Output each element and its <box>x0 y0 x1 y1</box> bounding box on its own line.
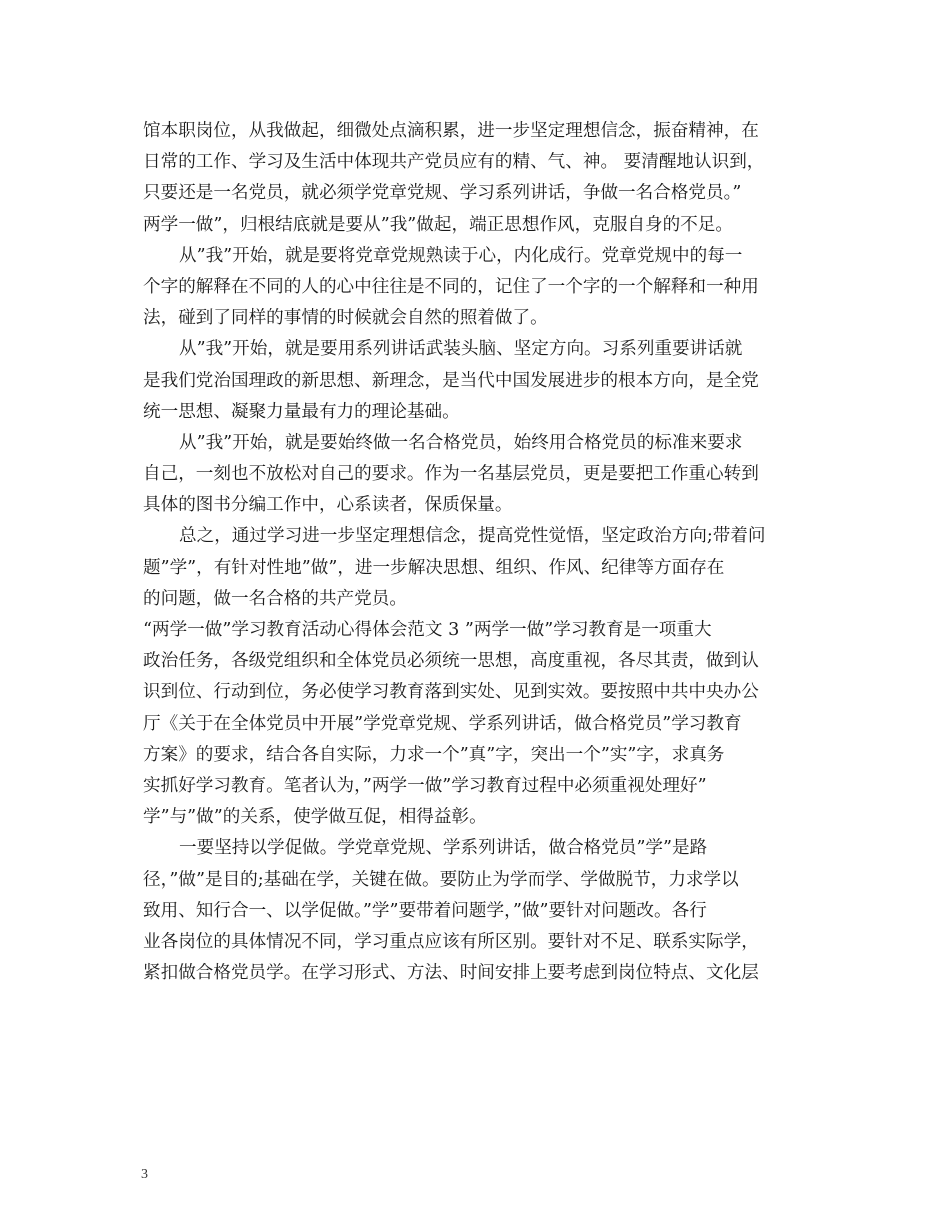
text-line: 径，”做”是目的;基础在学，关键在做。要防止为学而学、学做脱节，力求学以 <box>143 869 739 890</box>
text-line: 两学一做”，归根结底就是要从”我”做起，端正思想作风，克服自身的不足。 <box>143 214 733 235</box>
text-line: 紧扣做合格党员学。在学习形式、方法、时间安排上要考虑到岗位特点、文化层 <box>143 963 759 984</box>
text-line: 是我们党治国理政的新思想、新理念，是当代中国发展进步的根本方向，是全党 <box>143 370 759 391</box>
text-line: 一要坚持以学促做。学党章党规、学系列讲话，做合格党员”学”是路 <box>179 838 708 859</box>
text-line: “两学一做”学习教育活动心得体会范文 3 ”两学一做”学习教育是一项重大 <box>143 620 712 640</box>
text-line: 的问题，做一名合格的共产党员。 <box>143 588 407 609</box>
text-line: 具体的图书分编工作中，心系读者，保质保量。 <box>143 495 513 516</box>
text-line: 实抓好学习教育。笔者认为，”两学一做”学习教育过程中必须重视处理好” <box>143 775 707 796</box>
text-line: 总之，通过学习进一步坚定理想信念，提高党性觉悟，坚定政治方向;带着问 <box>179 526 766 547</box>
text-line: 统一思想、凝聚力量最有力的理论基础。 <box>143 401 460 422</box>
text-line: 个字的解释在不同的人的心中往往是不同的，记住了一个字的一个解释和一种用 <box>143 276 759 297</box>
body-text <box>143 116 811 989</box>
text-line: 从”我”开始，就是要始终做一名合格党员，始终用合格党员的标准来要求 <box>179 432 743 453</box>
text-line: 业各岗位的具体情况不同，学习重点应该有所区别。要针对不足、联系实际学， <box>143 931 759 952</box>
text-line: 方案》的要求，结合各自实际，力求一个”真”字，突出一个”实”字，求真务 <box>143 744 725 765</box>
text-line: 日常的工作、学习及生活中体现共产党员应有的精、气、神。 要清醒地认识到， <box>143 152 765 173</box>
text-line: 馆本职岗位，从我做起，细微处点滴积累，进一步坚定理想信念，振奋精神，在 <box>143 121 759 141</box>
text-line: 法，碰到了同样的事情的时候就会自然的照着做了。 <box>143 308 548 329</box>
text-line: 学”与”做”的关系，使学做互促，相得益彰。 <box>143 807 487 828</box>
text-line: 识到位、行动到位，务必使学习教育落到实处、见到实效。要按照中共中央办公 <box>143 682 759 703</box>
text-line: 题”学”，有针对性地”做”，进一步解决思想、组织、作风、纪律等方面存在 <box>143 557 725 578</box>
text-line: 自己，一刻也不放松对自己的要求。作为一名基层党员，更是要把工作重心转到 <box>143 464 759 485</box>
page-number: 3 <box>141 1167 148 1182</box>
text-line: 只要还是一名党员，就必须学党章党规、学习系列讲话，争做一名合格党员。” <box>143 183 742 204</box>
text-line: 厅《关于在全体党员中开展”学党章党规、学系列讲话，做合格党员”学习教育 <box>143 713 742 734</box>
text-line: 从”我”开始，就是要将党章党规熟读于心，内化成行。党章党规中的每一 <box>179 245 743 266</box>
text-line: 致用、知行合一、以学促做。”学”要带着问题学，”做”要针对问题改。各行 <box>143 900 707 921</box>
text-line: 政治任务，各级党组织和全体党员必须统一思想，高度重视，各尽其责，做到认 <box>143 651 759 672</box>
text-line: 从”我”开始，就是要用系列讲话武装头脑、坚定方向。习系列重要讲话就 <box>179 339 743 360</box>
